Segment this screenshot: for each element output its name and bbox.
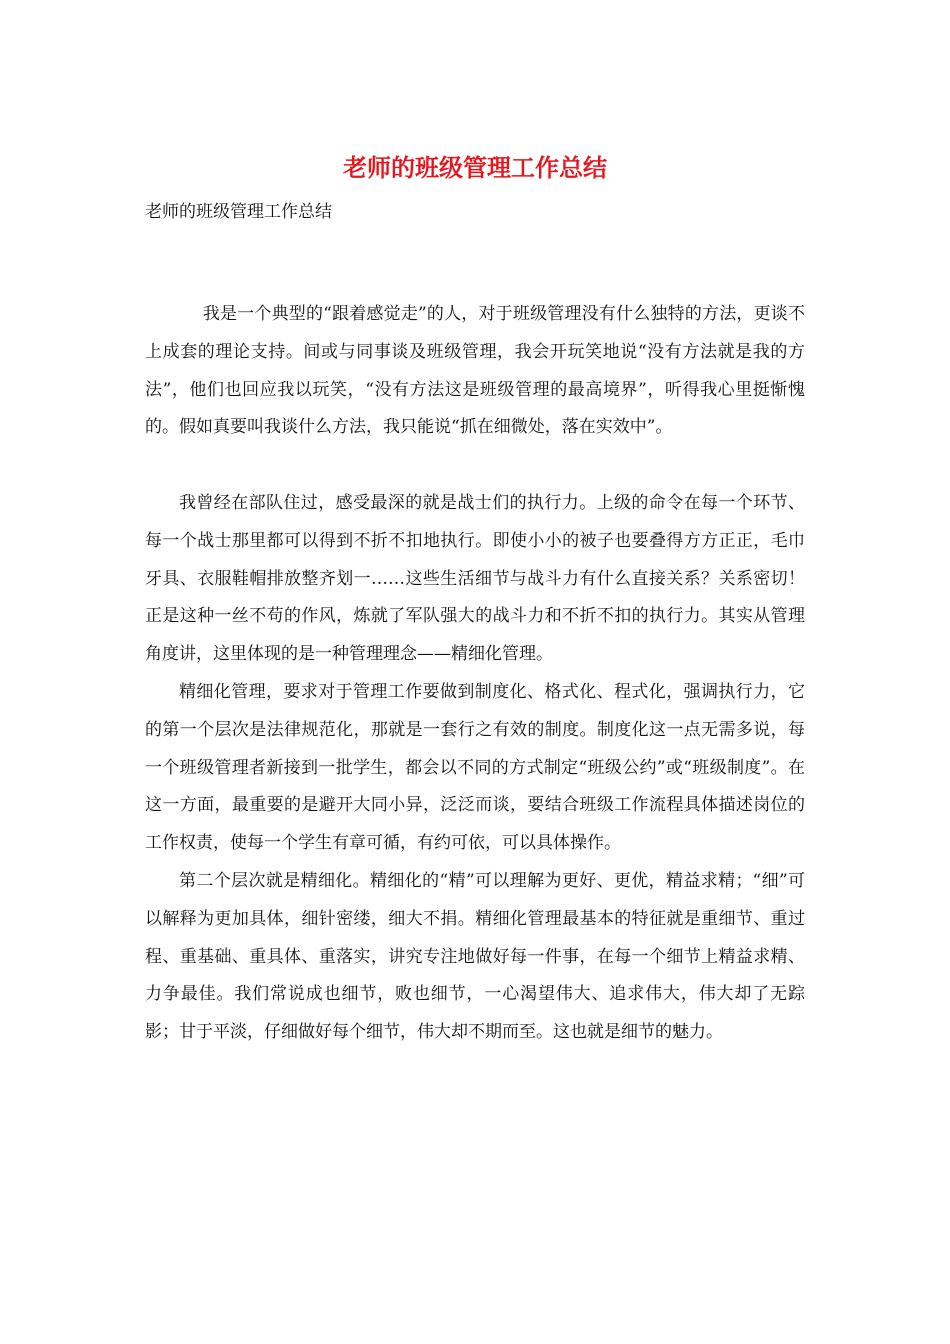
paragraph-4: 第二个层次就是精细化。精细化的“精”可以理解为更好、更优，精益求精；“细”可以解释为更加具体，细针密缕，细大不捐。精细化管理最基本的特征就是重细节、重过程、重基础、重具体、重落实，讲究专注地做好每一件事，在每一个细节上精益求精、力争最佳。我们常说成也细节，败也细节，一心渴望伟大、追求伟大，伟大却了无踪影；甘于平淡，仔细做好每个细节，伟大却不期而至。这也就是细节的魅力。: [145, 870, 805, 1043]
paragraph-2: 我曾经在部队住过，感受最深的就是战士们的执行力。上级的命令在每一个环节、每一个战士那里都可以得到不折不扣地执行。即使小小的被子也要叠得方方正正，毛巾牙具、衣服鞋帽排放整齐划一……这些生活细节与战斗力有什么直接关系？关系密切！正是这种一丝不苟的作风，炼就了军队强大的战斗力和不折不扣的执行力。其实从管理角度讲，这里体现的是一种管理理念——精细化管理。: [145, 492, 805, 665]
document-title: 老师的班级管理工作总结: [343, 153, 607, 182]
paragraph-3: 精细化管理，要求对于管理工作要做到制度化、格式化、程式化，强调执行力，它的第一个层次是法律规范化，那就是一套行之有效的制度。制度化这一点无需多说，每一个班级管理者新接到一批学生，都会以不同的方式制定“班级公约”或“班级制度”。在这一方面，最重要的是避开大同小异，泛泛而谈，要结合班级工作流程具体描述岗位的工作权责，使每一个学生有章可循，有约可依，可以具体操作。: [145, 681, 805, 854]
document-body: [145, 296, 805, 1052]
document-subtitle: 老师的班级管理工作总结: [145, 202, 332, 222]
paragraph-1: 我是一个典型的“跟着感觉走”的人，对于班级管理没有什么独特的方法，更谈不上成套的理论支持。间或与同事谈及班级管理，我会开玩笑地说“没有方法就是我的方法”，他们也回应我以玩笑，“没有方法这是班级管理的最高境界”，听得我心里挺惭愧的。假如真要叫我谈什么方法，我只能说“抓在细微处，落在实效中”。: [145, 304, 805, 438]
